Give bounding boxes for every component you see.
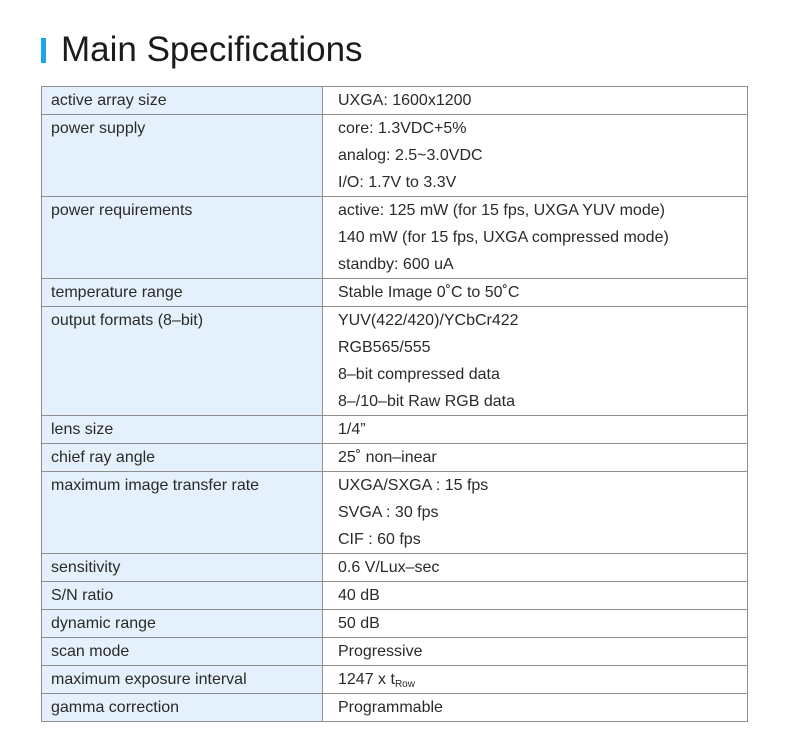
spec-value	[338, 169, 747, 196]
spec-value	[338, 499, 747, 526]
spec-row	[42, 307, 748, 416]
spec-key: temperature range	[51, 284, 183, 301]
spec-value-cell	[323, 694, 748, 722]
spec-value-cell	[323, 115, 748, 197]
spec-value-text: I/O: 1.7V to 3.3V	[338, 174, 457, 191]
spec-value	[338, 554, 747, 581]
spec-key: power requirements	[51, 202, 193, 219]
spec-value	[338, 666, 747, 693]
spec-key-cell	[42, 87, 323, 115]
spec-value	[338, 87, 747, 114]
spec-value-text: SVGA : 30 fps	[338, 504, 439, 521]
spec-value-text: 50 dB	[338, 615, 380, 632]
spec-value	[338, 472, 747, 499]
spec-value-text: 8–bit compressed data	[338, 366, 500, 383]
spec-row	[42, 444, 748, 472]
spec-value-cell	[323, 416, 748, 444]
spec-value-text: Programmable	[338, 699, 443, 716]
spec-value	[338, 115, 747, 142]
spec-value-cell	[323, 582, 748, 610]
spec-key-cell	[42, 115, 323, 197]
spec-key: power supply	[51, 120, 146, 137]
spec-row	[42, 115, 748, 197]
spec-value-subscript: Row	[394, 679, 415, 690]
spec-key-cell	[42, 666, 323, 694]
spec-value-text: analog: 2.5~3.0VDC	[338, 147, 483, 164]
spec-row	[42, 197, 748, 279]
spec-value	[338, 334, 747, 361]
spec-value-cell	[323, 197, 748, 279]
spec-value-text: RGB565/555	[338, 339, 431, 356]
spec-value	[338, 307, 747, 334]
spec-key: lens size	[51, 421, 114, 438]
spec-value-text: Progressive	[338, 643, 423, 660]
spec-row	[42, 472, 748, 554]
spec-row	[42, 694, 748, 722]
spec-value-text: 40 dB	[338, 587, 380, 604]
spec-value-text: 1/4”	[338, 421, 366, 438]
specifications-table-body	[42, 87, 748, 722]
spec-key-cell	[42, 638, 323, 666]
spec-key-cell	[42, 472, 323, 554]
spec-row	[42, 554, 748, 582]
spec-value-text: core: 1.3VDC+5%	[338, 120, 467, 137]
spec-value	[338, 444, 747, 471]
spec-key: maximum exposure interval	[51, 671, 247, 688]
spec-value-cell	[323, 554, 748, 582]
spec-key: scan mode	[51, 643, 130, 660]
spec-value	[338, 582, 747, 609]
spec-value-text: Stable Image 0˚C to 50˚C	[338, 284, 520, 301]
spec-value-text: YUV(422/420)/YCbCr422	[338, 312, 519, 329]
spec-key: output formats (8–bit)	[51, 312, 204, 329]
spec-value	[338, 197, 747, 224]
specifications-table	[41, 86, 748, 722]
spec-value	[338, 224, 747, 251]
spec-value-cell	[323, 666, 748, 694]
spec-value	[338, 388, 747, 415]
spec-value	[338, 638, 747, 665]
spec-key-cell	[42, 197, 323, 279]
spec-key-cell	[42, 279, 323, 307]
spec-value	[338, 694, 747, 721]
spec-value-cell	[323, 279, 748, 307]
spec-key-cell	[42, 582, 323, 610]
spec-key: maximum image transfer rate	[51, 477, 260, 494]
spec-value-text: 0.6 V/Lux–sec	[338, 559, 440, 576]
spec-row	[42, 416, 748, 444]
title-accent-bar	[41, 38, 46, 63]
spec-value-cell	[323, 610, 748, 638]
spec-row	[42, 666, 748, 694]
spec-value	[338, 142, 747, 169]
spec-value-cell	[323, 638, 748, 666]
spec-value	[338, 279, 747, 306]
page-title: Main Specifications	[61, 30, 363, 69]
spec-value	[338, 610, 747, 637]
spec-value-cell	[323, 472, 748, 554]
spec-value	[338, 251, 747, 278]
spec-key: S/N ratio	[51, 587, 114, 604]
spec-row	[42, 87, 748, 115]
spec-value-text: 25˚ non–inear	[338, 449, 437, 466]
spec-row	[42, 582, 748, 610]
spec-key: gamma correction	[51, 699, 180, 716]
spec-key: dynamic range	[51, 615, 156, 632]
spec-key-cell	[42, 444, 323, 472]
spec-value	[338, 526, 747, 553]
spec-value-text: active: 125 mW (for 15 fps, UXGA YUV mode)	[338, 202, 665, 219]
spec-row	[42, 279, 748, 307]
spec-key-cell	[42, 554, 323, 582]
spec-value-text: 140 mW (for 15 fps, UXGA compressed mode)	[338, 229, 669, 246]
spec-row	[42, 610, 748, 638]
spec-value	[338, 416, 747, 443]
spec-value-text: UXGA/SXGA : 15 fps	[338, 477, 489, 494]
spec-value-cell	[323, 307, 748, 416]
spec-key-cell	[42, 416, 323, 444]
spec-key-cell	[42, 694, 323, 722]
spec-key: sensitivity	[51, 559, 121, 576]
spec-value-text: standby: 600 uA	[338, 256, 454, 273]
spec-key: chief ray angle	[51, 449, 156, 466]
spec-key-cell	[42, 307, 323, 416]
spec-key: active array size	[51, 92, 167, 109]
spec-value-text: 8–/10–bit Raw RGB data	[338, 393, 515, 410]
spec-value-cell	[323, 444, 748, 472]
spec-value	[338, 361, 747, 388]
spec-row	[42, 638, 748, 666]
spec-value-text: CIF : 60 fps	[338, 531, 421, 548]
spec-value-text: 1247 x t	[338, 671, 395, 688]
spec-value-text: UXGA: 1600x1200	[338, 92, 472, 109]
spec-key-cell	[42, 610, 323, 638]
spec-value-cell	[323, 87, 748, 115]
